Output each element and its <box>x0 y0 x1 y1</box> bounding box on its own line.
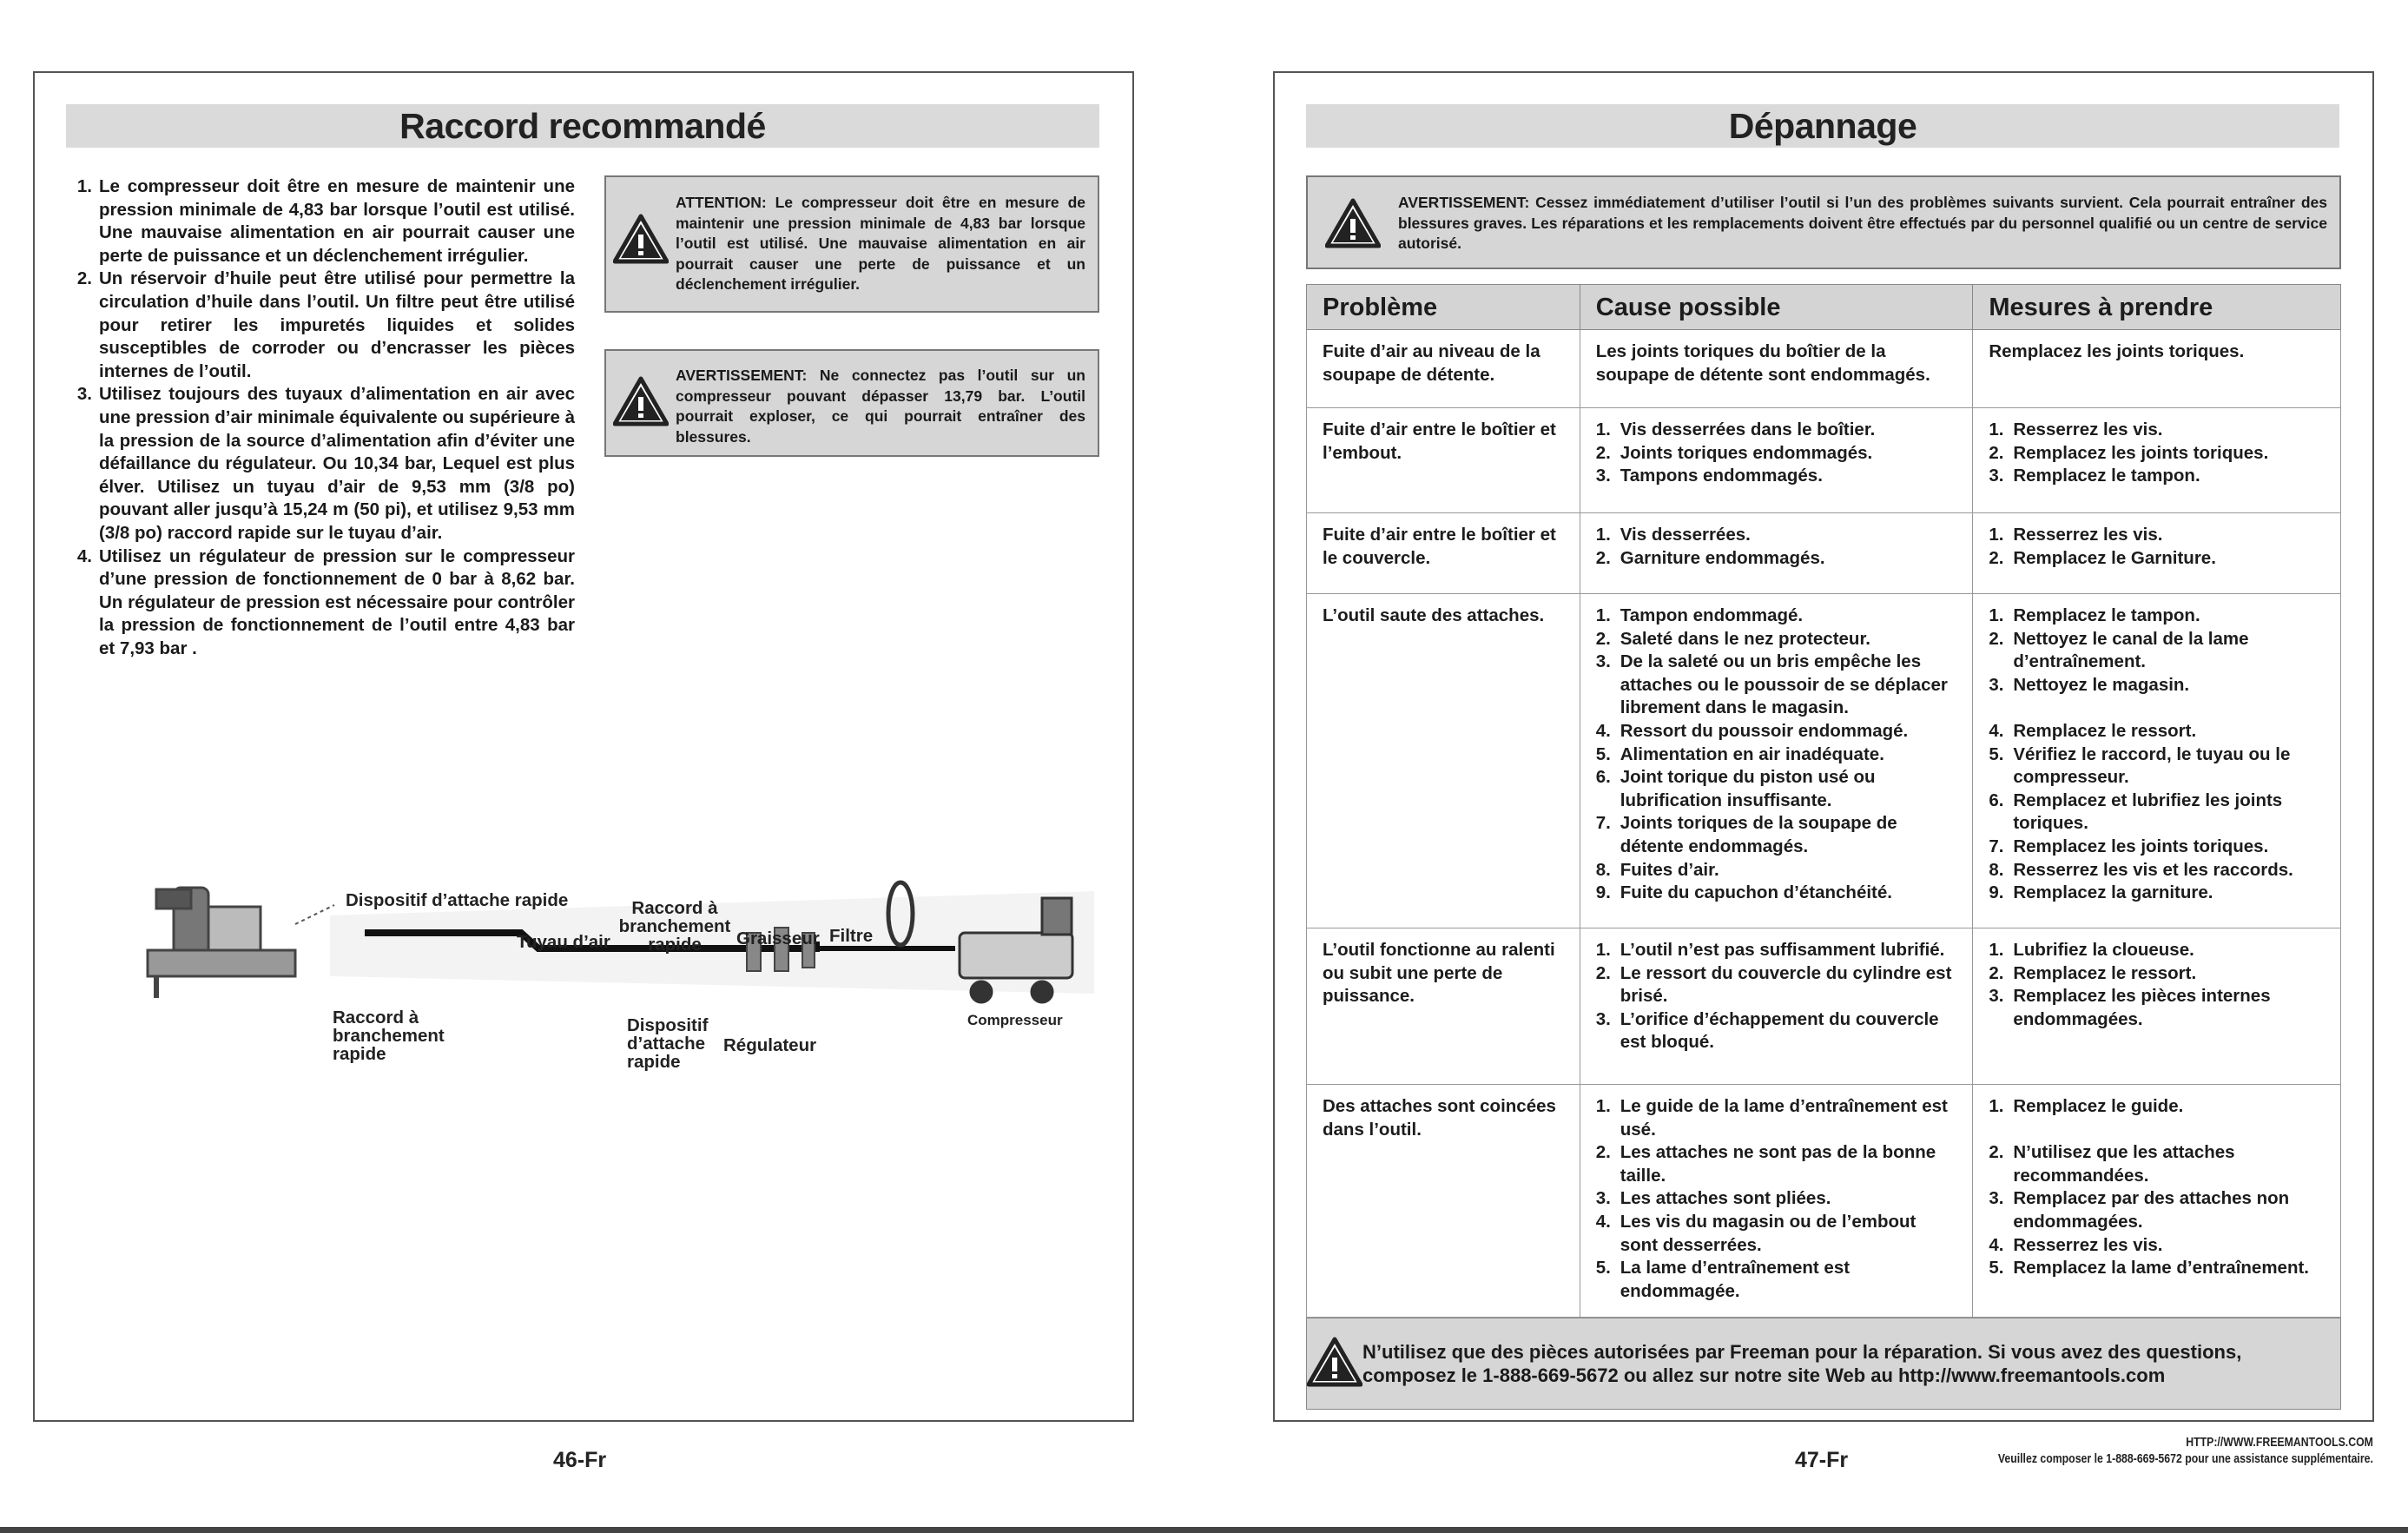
cause-cell: Les joints toriques du boîtier de la soupape de détente sont endommagés. <box>1580 330 1973 408</box>
list-item: 2. Remplacez le ressort. <box>1989 962 2197 983</box>
table-header-row <box>1307 285 2341 330</box>
list-item: 3. Les attaches sont pliées. <box>1595 1188 1831 1209</box>
item-text: Utilisez un régulateur de pression sur le compresseur d’une pression de fonctionnement de 0 bar à 8,62 bar. Un régulateur de pression est nécessaire pour contrôler la pression de fonctionnement de l’outil entre 4,83 bar et 7,93 bar . <box>99 545 575 658</box>
list-item: 3. Tampons endommagés. <box>1595 466 1823 486</box>
list-item: 3. Remplacez par des attaches non endommagées. <box>1989 1188 2290 1232</box>
list-item: 4. Les vis du magasin ou de l’embout sont desserrées. <box>1595 1211 1917 1255</box>
warning-icon <box>1307 1337 1362 1391</box>
list-item: 2. Remplacez le Garniture. <box>1989 547 2216 568</box>
list-item: 2. N’utilisez que les attaches recommandées. <box>1989 1142 2235 1186</box>
cause-cell <box>1580 513 1973 594</box>
table-row <box>1307 330 2341 408</box>
item-text: Un réservoir d’huile peut être utilisé pour permettre la circulation d’huile dans l’outil. Un filtre peut être utilisé pour retirer les impuretés liquides et solides susceptibles de corroder ou d’encrasser les pièces internes de l’outil. <box>99 268 575 381</box>
label-lubricator: Graisseur <box>736 928 820 948</box>
warning-icon <box>606 376 676 426</box>
spacer <box>1989 697 2325 720</box>
problem-cell: L’outil saute des attaches. <box>1307 594 1580 928</box>
list-item: 1. Remplacez le tampon. <box>1989 605 2200 625</box>
problem-cell: Fuite d’air entre le boîtier et le couvercle. <box>1307 513 1580 594</box>
table-row <box>1307 594 2341 928</box>
footer-contact <box>1998 1434 2373 1467</box>
label-quick-coupler-bottom: Dispositif d’attache rapide <box>627 1015 709 1072</box>
list-item: 2. Garniture endommagés. <box>1595 547 1825 568</box>
table-row <box>1307 928 2341 1085</box>
nailer-icon <box>148 888 295 998</box>
list-item: 1. Resserrez les vis. <box>1989 420 2163 439</box>
problem-cell: Des attaches sont coincées dans l’outil. <box>1307 1085 1580 1318</box>
list-item: 2. Joints toriques endommagés. <box>1595 442 1873 463</box>
list-item: 7. Joints toriques de la soupape de détente endommagés. <box>1595 813 1897 856</box>
bottom-divider <box>0 1527 2408 1533</box>
bottom-warning-text: N’utilisez que des pièces autorisées par Freeman pour la réparation. Si vous avez des questions, composez le 1-888-669-5672 ou allez sur notre site Web au http://www.freemantools.com <box>1362 1341 2242 1386</box>
page-title: Dépannage <box>1306 104 2339 148</box>
air-line-illustration <box>122 811 1129 1098</box>
action-cell <box>1973 408 2341 513</box>
list-item: 1. L’outil n’est pas suffisamment lubrifié. <box>1595 940 1945 960</box>
top-warning-text: AVERTISSEMENT: Cessez immédiatement d’utiliser l’outil si l’un des problèmes suivants survient. Cela pourrait entraîner des blessures graves. Les réparations et les remplacements doivent être effectués par du personnel qualifié ou un centre de service autorisé. <box>1398 194 2327 252</box>
action-cell <box>1973 594 2341 928</box>
header-cause: Cause possible <box>1580 285 1973 330</box>
list-item: 2. Remplacez les joints toriques. <box>1989 442 2269 463</box>
item-number: 3. <box>76 384 92 405</box>
list-item: 9. Fuite du capuchon d’étanchéité. <box>1595 882 1892 903</box>
page-number-left: 46-Fr <box>553 1448 607 1472</box>
list-item: 3. Nettoyez le magasin. <box>1989 674 2190 695</box>
cause-cell <box>1580 928 1973 1085</box>
action-cell <box>1973 513 2341 594</box>
list-item: 1. Lubrifiez la cloueuse. <box>1989 940 2194 960</box>
list-item <box>71 383 575 545</box>
list-item: 1. Vis desserrées. <box>1595 525 1751 545</box>
label-quick-connect-bottom: Raccord à branchement rapide <box>333 1008 445 1064</box>
list-item: 2. Le ressort du couvercle du cylindre est brisé. <box>1595 962 1952 1007</box>
label-compressor: Compresseur <box>967 1012 1063 1028</box>
requirements-list <box>71 175 575 660</box>
action-cell: Remplacez les joints toriques. <box>1973 330 2341 408</box>
list-item: 3. De la saleté ou un bris empêche les attaches ou le poussoir de se déplacer librement dans le magasin. <box>1595 651 1948 718</box>
list-item: 9. Remplacez la garniture. <box>1989 882 2213 903</box>
attention-text: ATTENTION: Le compresseur doit être en mesure de maintenir une pression minimale de 4,83 bar lorsque l’outil est utilisé. Une mauvaise alimentation en air pourrait causer une perte de puissance et un déclenchement irrégulier. <box>676 194 1085 293</box>
warning-box <box>604 349 1099 457</box>
list-item: 2. Saleté dans le nez protecteur. <box>1595 628 1870 649</box>
list-item: 1. Remplacez le guide. <box>1989 1096 2184 1116</box>
cause-cell <box>1580 408 1973 513</box>
label-quick-connect-top: Raccord à branchement rapide <box>618 898 731 955</box>
list-item: 3. L’orifice d’échappement du couvercle est bloqué. <box>1595 1008 1939 1053</box>
table-row <box>1307 1085 2341 1318</box>
right-page <box>1273 71 2374 1422</box>
list-item: 8. Fuites d’air. <box>1595 859 1719 880</box>
label-regulator: Régulateur <box>723 1035 817 1055</box>
item-number: 4. <box>76 545 92 566</box>
air-supply-diagram <box>122 811 1129 1098</box>
item-text: Utilisez toujours des tuyaux d’alimentation en air avec une pression d’air minimale équivalente ou supérieure à la pression de la source d’alimentation afin d’éviter une défaillance du régulateur. Ou 10,34 bar, Lequel est plus élver. Utilisez un tuyau d’air de 9,53 mm (3/8 po) pouvant aller jusqu’à 15,24 m (50 pi), et utilisez 9,53 mm (3/8 po) raccord rapide sur le tuyau d’air. <box>99 384 575 543</box>
warning-icon <box>1308 198 1398 248</box>
list-item: 7. Remplacez les joints toriques. <box>1989 836 2269 856</box>
list-item: 5. Remplacez la lame d’entraînement. <box>1989 1258 2309 1279</box>
list-item: 5. Alimentation en air inadéquate. <box>1595 743 1884 764</box>
list-item: 6. Remplacez et lubrifiez les joints toriques. <box>1989 790 2283 834</box>
list-item: 5. La lame d’entraînement est endommagée. <box>1595 1258 1851 1301</box>
action-cell <box>1973 928 2341 1085</box>
header-problem: Problème <box>1307 285 1580 330</box>
left-page <box>33 71 1134 1422</box>
spacer <box>1989 1119 2325 1142</box>
list-item: 2. Les attaches ne sont pas de la bonne taille. <box>1595 1142 1936 1186</box>
cause-cell <box>1580 1085 1973 1318</box>
table-row <box>1307 513 2341 594</box>
problem-cell: L’outil fonctionne au ralenti ou subit une perte de puissance. <box>1307 928 1580 1085</box>
troubleshooting-table <box>1306 284 2341 1318</box>
top-warning-box <box>1306 175 2341 269</box>
list-item <box>71 268 575 383</box>
list-item: 4. Resserrez les vis. <box>1989 1234 2163 1255</box>
action-cell <box>1973 1085 2341 1318</box>
list-item: 1. Vis desserrées dans le boîtier. <box>1595 420 1876 439</box>
footer-phone-line: Veuillez composer le 1-888-669-5672 pour une assistance supplémentaire. <box>1997 1451 2373 1466</box>
list-item: 4. Ressort du poussoir endommagé. <box>1595 720 1909 741</box>
warning-text: AVERTISSEMENT: Ne connectez pas l’outil sur un compresseur pouvant dépasser 13,79 bar. L’outil pourrait exploser, ce qui pourrait entraîner des blessures. <box>676 367 1085 446</box>
problem-cell: Fuite d’air entre le boîtier et l’embout. <box>1307 408 1580 513</box>
header-action: Mesures à prendre <box>1973 285 2341 330</box>
list-item: 3. Remplacez les pièces internes endommagées. <box>1989 986 2271 1029</box>
item-number: 2. <box>76 268 92 289</box>
page-number-right: 47-Fr <box>1795 1448 1849 1472</box>
footer-url[interactable]: HTTP://WWW.FREEMANTOOLS.COM <box>2186 1435 2373 1450</box>
label-filter: Filtre <box>829 926 874 946</box>
warning-icon <box>606 214 676 264</box>
list-item: 2. Nettoyez le canal de la lame d’entraînement. <box>1989 628 2249 672</box>
label-quick-coupler-top: Dispositif d’attache rapide <box>346 890 569 910</box>
cause-cell <box>1580 594 1973 928</box>
table-row <box>1307 408 2341 513</box>
label-air-hose: Tuyau d’air <box>517 932 610 952</box>
list-item: 5. Vérifiez le raccord, le tuyau ou le compresseur. <box>1989 743 2291 788</box>
list-item: 1. Tampon endommagé. <box>1595 605 1804 625</box>
list-item: 3. Remplacez le tampon. <box>1989 466 2200 486</box>
bottom-warning-box <box>1306 1318 2341 1410</box>
item-number: 1. <box>76 176 92 196</box>
page-title: Raccord recommandé <box>66 104 1099 148</box>
problem-cell: Fuite d’air au niveau de la soupape de détente. <box>1307 330 1580 408</box>
list-item: 1. Le guide de la lame d’entraînement est usé. <box>1595 1096 1948 1140</box>
attention-box <box>604 175 1099 313</box>
list-item <box>71 175 575 268</box>
list-item: 8. Resserrez les vis et les raccords. <box>1989 859 2293 880</box>
list-item <box>71 545 575 661</box>
list-item: 1. Resserrez les vis. <box>1989 525 2163 545</box>
list-item: 4. Remplacez le ressort. <box>1989 720 2197 741</box>
item-text: Le compresseur doit être en mesure de maintenir une pression minimale de 4,83 bar lorsque l’outil est utilisé. Une mauvaise alimentation en air pourrait causer une perte de puissance et un déclenchement irrégulier. <box>99 176 575 266</box>
list-item: 6. Joint torique du piston usé ou lubrification insuffisante. <box>1595 767 1876 810</box>
